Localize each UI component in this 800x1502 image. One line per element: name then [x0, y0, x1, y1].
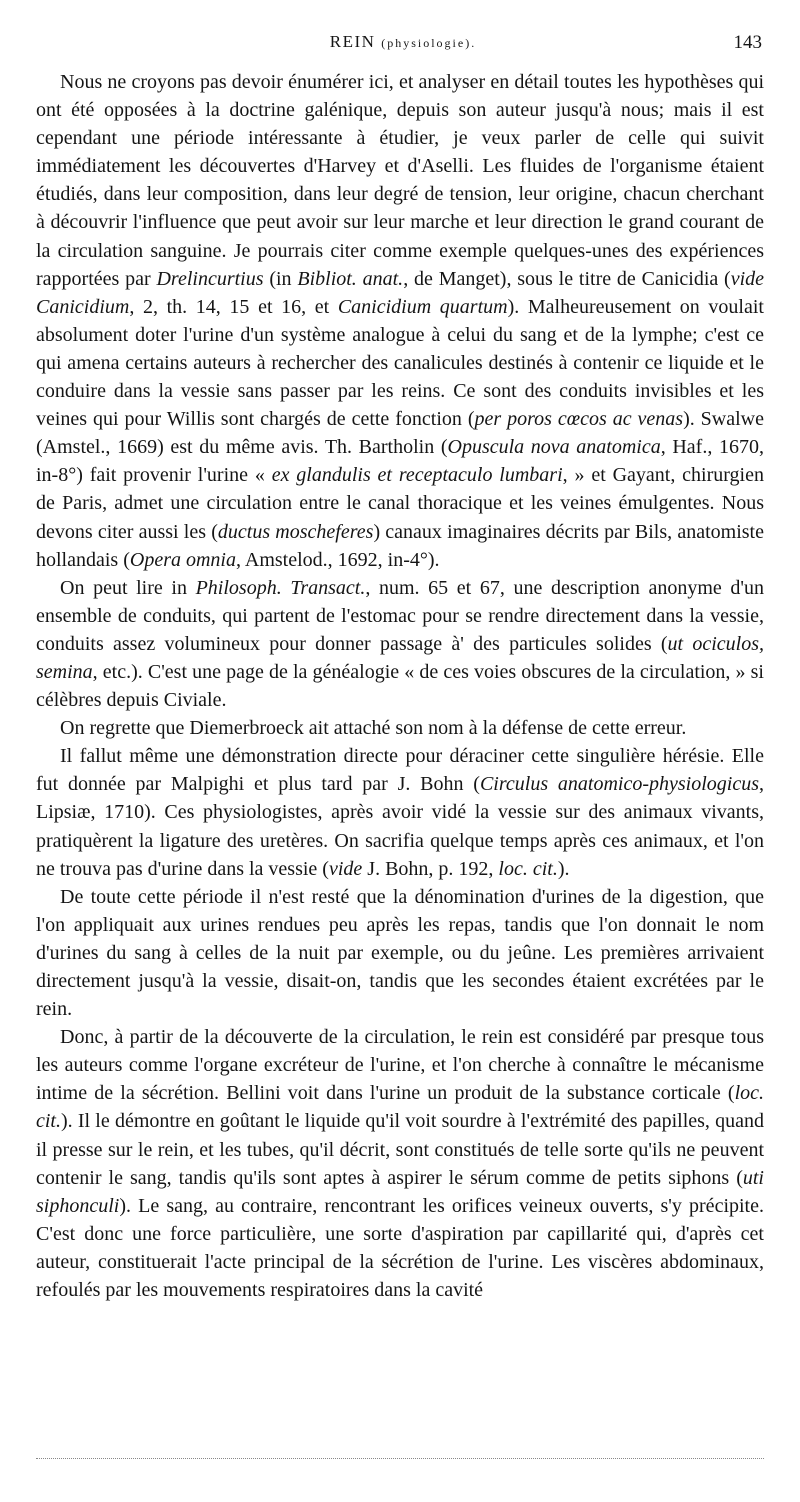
italic-text: Canicidium quartum: [337, 295, 508, 318]
text-run: ) canaux imaginaires décrits par Bils, anatomiste hollandais (: [36, 520, 764, 571]
text-run: Nous ne croyons pas devoir énumérer ici, et analyser en détail toutes les hypothèses qui ont été opposées à la doctrine galénique, depuis son auteur jusqu'à nous; mais il est cependant une période intéressante à étudier, je veux parler de celle qui suivit immédiatement les découvertes d'Harvey et d'Aselli. Les fluides de l'organisme étaient étudiés, dans leur composition, dans leur degré de tension, leur origine, chacun cherchant à découvrir l'influence que peut avoir sur leur marche et leur direction le grand courant de la circulation sanguine. Je pourrais citer comme exemple quelques-unes des expériences rapportées par: [36, 71, 764, 290]
italic-text: loc. cit.: [498, 857, 558, 880]
paragraph: [36, 742, 764, 882]
paragraph: [36, 1023, 764, 1304]
paragraph: [36, 883, 764, 1023]
text-run: ).: [557, 857, 570, 880]
italic-text: Drelincurtius: [156, 267, 264, 290]
paragraph: [36, 574, 764, 714]
text-run: On regrette que Diemerbroeck ait attaché son nom à la défense de cette erreur.: [60, 717, 687, 740]
text-run: , 2, th. 14, 15 et 16, et: [129, 295, 338, 318]
italic-text: vide Canicidium: [36, 267, 765, 318]
italic-text: Bibliot. anat.: [297, 267, 404, 290]
italic-text: ut ociculos, semina: [36, 632, 764, 683]
text-run: , num. 65 et 67, une description anonyme d'un ensemble de conduits, qui partent de l'estomac pour se rendre directement dans la vessie, conduits assez volumineux pour donner passage à' des particules solides (: [36, 576, 764, 655]
text-run: Donc, à partir de la découverte de la circulation, le rein est considéré par presque tous les auteurs comme l'organe excréteur de l'urine, et l'on cherche à connaître le mécanisme intime de la sécrétion. Bellini voit dans l'urine un produit de la substance corticale (: [36, 1026, 764, 1105]
text-run: ). Le sang, au contraire, rencontrant les orifices veineux ouverts, s'y précipite. C'est donc une force particulière, une sorte d'aspiration par capillarité qui, d'après cet auteur, constituerait l'acte principal de la sécrétion de l'urine. Les viscères abdominaux, refoulés par les mouvements respiratoires dans la cavité: [36, 1194, 764, 1302]
text-run: ). Il le démontre en goûtant le liquide qu'il voit sourdre à l'extrémité des papilles, quand il presse sur le rein, et les tubes, qu'il décrit, sont constitués de telle sorte qu'ils ne peuvent contenir le sang, tandis qu'ils sont aptes à aspirer le sérum comme de petits siphons (: [36, 1110, 764, 1189]
italic-text: vide: [328, 857, 363, 880]
text-run: ). Malheureusement on voulait absolument doter l'urine d'un système analogue à celui du sang et de la lymphe; c'est ce qui amena certains auteurs à rechercher des canalicules destinés à contenir ce liquide et le conduire dans la vessie sans passer par les reins. Ce sont des conduits invisibles et les veines qui pour Willis sont chargés de cette fonction (: [36, 295, 764, 431]
text-run: J. Bohn, p. 192,: [362, 857, 499, 880]
body-text: [36, 68, 764, 1304]
text-run: De toute cette période il n'est resté que la dénomination d'urines de la digestion, que l'on appliquait aux urines rendues peu après les repas, tandis que l'on donnait le nom d'urines du sang à celles de la nuit par exemple, ou du jeûne. Les premières arrivaient directement jusqu'à la vessie, disait-on, tandis que les secondes étaient excrétées par le rein.: [36, 885, 764, 1021]
running-title-main: REIN: [329, 32, 376, 51]
italic-text: Opuscula nova anatomica: [447, 436, 661, 459]
running-title-sub: (physiologie).: [381, 36, 477, 50]
italic-text: loc. cit.: [36, 1082, 764, 1133]
italic-text: ductus moscheferes: [217, 520, 374, 543]
text-run: , de Manget), sous le titre de Canicidia (: [403, 267, 731, 290]
italic-text: Circulus anatomico-physiologicus: [479, 773, 759, 796]
page-header: [44, 32, 762, 58]
text-run: On peut lire in: [60, 576, 196, 599]
italic-text: Philosoph. Transact.: [195, 576, 366, 599]
text-run: (in: [263, 267, 298, 290]
text-run: Il fallut même une démonstration directe pour déraciner cette singulière hérésie. Elle fut donnée par Malpighi et plus tard par J. Bohn (: [36, 745, 764, 796]
text-run: , Lipsiæ, 1710). Ces physiologistes, après avoir vidé la vessie sur des animaux vivants, pratiquèrent la ligature des uretères. On sacrifia quelque temps après ces animaux, et l'on ne trouva pas d'urine dans la vessie (: [36, 773, 764, 880]
paragraph: [36, 714, 764, 742]
italic-text: ex glandulis et receptaculo lumbari: [271, 464, 563, 487]
italic-text: uti siphonculi: [36, 1166, 764, 1217]
italic-text: per poros cœcos ac venas: [474, 408, 684, 431]
text-run: , Amstelod., 1692, in-4°).: [235, 548, 440, 571]
italic-text: Opera omnia: [129, 548, 236, 571]
running-title: [44, 32, 762, 52]
text-run: , Haf., 1670, in-8°) fait provenir l'urine «: [36, 436, 764, 487]
page-number: 143: [733, 32, 762, 53]
footer-dotted-rule: [36, 1458, 764, 1459]
text-run: , » et Gayant, chirurgien de Paris, admet une circulation entre le canal thoracique et les veines émulgentes. Nous devons citer aussi les (: [36, 464, 764, 543]
text-run: , etc.). C'est une page de la généalogie « de ces voies obscures de la circulation, » si célèbres depuis Civiale.: [36, 660, 764, 712]
paragraph: [36, 68, 764, 574]
text-run: ). Swalwe (Amstel., 1669) est du même avis. Th. Bartholin (: [36, 408, 765, 459]
